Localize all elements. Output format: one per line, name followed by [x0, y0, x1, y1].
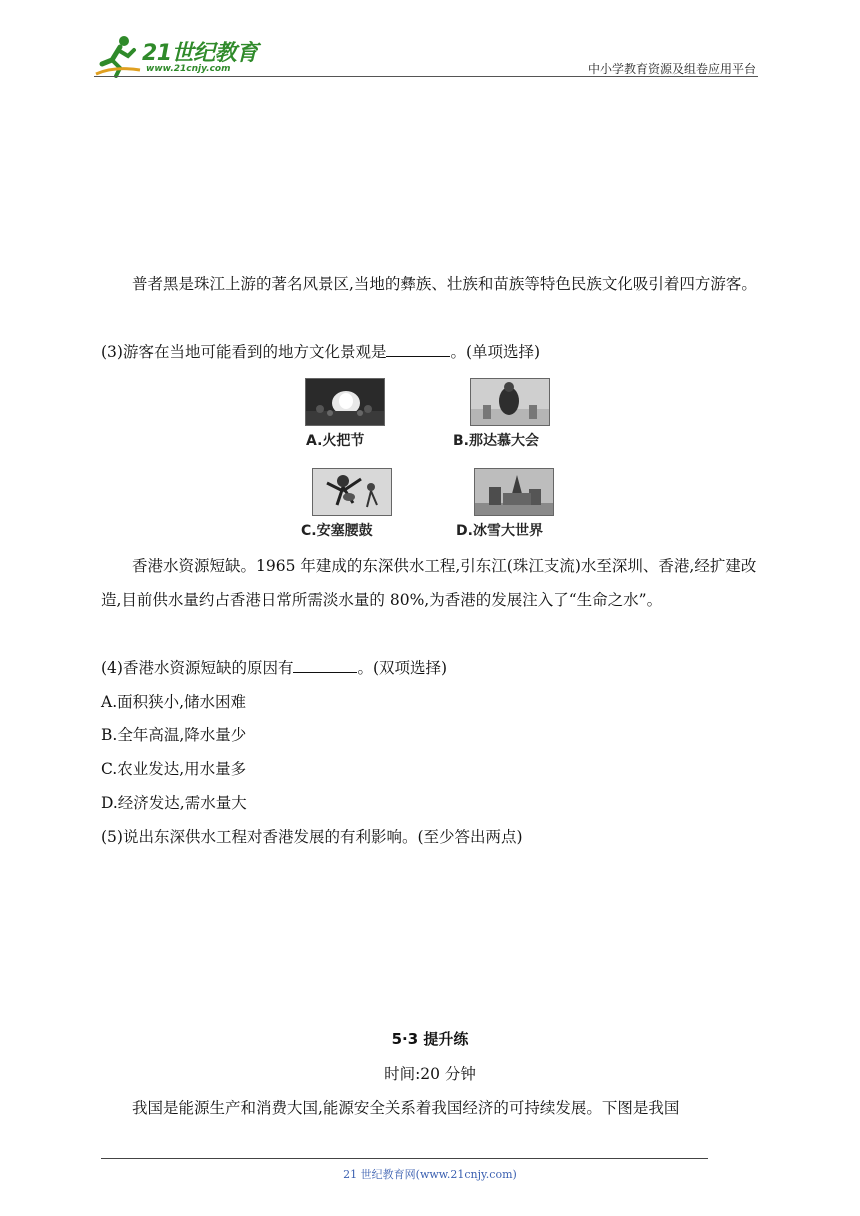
answer-blank[interactable]: [386, 342, 450, 357]
q4-option-c: C.农业发达,用水量多: [101, 760, 247, 778]
question-3-prefix: (3)游客在当地可能看到的地方文化景观是: [101, 343, 387, 361]
intro-paragraph: 普者黑是珠江上游的著名风景区,当地的彝族、壮族和苗族等特色民族文化吸引着四方游客。: [132, 275, 757, 293]
ice-snow-world-photo: [474, 468, 554, 516]
option-c-caption: C.安塞腰鼓: [301, 523, 373, 539]
question-4: [101, 652, 761, 686]
q4-option-b: B.全年高温,降水量少: [101, 726, 247, 744]
naadam-festival-photo: [470, 378, 550, 426]
question-5: (5)说出东深供水工程对香港发展的有利影响。(至少答出两点): [101, 828, 523, 846]
q4-option-d: D.经济发达,需水量大: [101, 794, 247, 812]
logo-text: 21世纪教育: [142, 41, 258, 66]
ansai-waist-drum-photo: [312, 468, 392, 516]
question-4-suffix: 。(双项选择): [357, 659, 448, 677]
option-d-caption: D.冰雪大世界: [456, 523, 543, 539]
logo-url: www.21cnjy.com: [146, 64, 231, 74]
footer-link[interactable]: 21 世纪教育网(www.21cnjy.com): [343, 1168, 517, 1181]
runner-logo-icon: [94, 34, 142, 78]
question-4-prefix: (4)香港水资源短缺的原因有: [101, 659, 294, 677]
torch-festival-photo: [305, 378, 385, 426]
hk-water-paragraph: 香港水资源短缺。1965 年建成的东深供水工程,引东江(珠江支流)水至深圳、香港,经扩建改造,目前供水量约占香港日常所需淡水量的 80%,为香港的发展注入了“生命之水”。: [101, 557, 757, 609]
header-divider: [94, 76, 758, 77]
option-b-caption: B.那达慕大会: [453, 433, 539, 449]
option-a-caption: A.火把节: [306, 433, 365, 449]
footer-divider: [101, 1158, 708, 1159]
q4-option-a: A.面积狭小,储水困难: [101, 693, 247, 711]
section-intro: 我国是能源生产和消费大国,能源安全关系着我国经济的可持续发展。下图是我国: [132, 1099, 680, 1117]
section-time-limit: 时间:20 分钟: [384, 1065, 476, 1083]
answer-blank[interactable]: [293, 658, 357, 673]
question-3: [101, 336, 761, 370]
section-title: 5·3 提升练: [391, 1030, 469, 1048]
site-logo: [94, 34, 264, 78]
platform-tagline: 中小学教育资源及组卷应用平台: [587, 62, 756, 76]
question-3-suffix: 。(单项选择): [450, 343, 541, 361]
